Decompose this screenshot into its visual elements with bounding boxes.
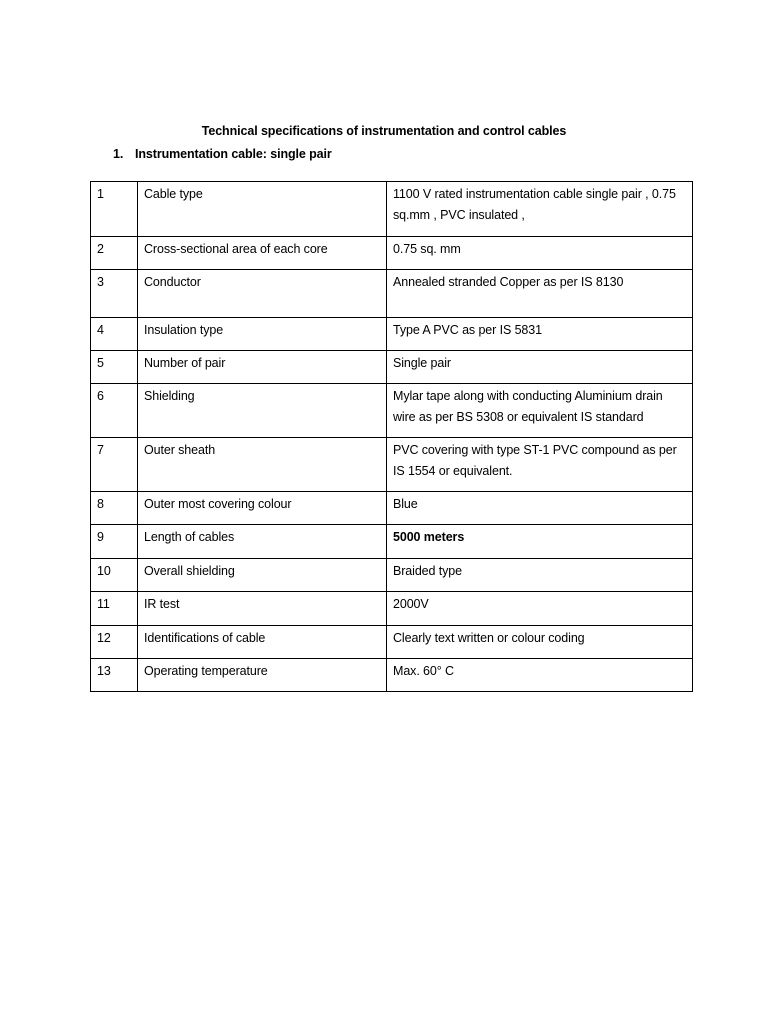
parameter-cell: Insulation type [138, 318, 387, 351]
value-cell: Single pair [387, 351, 693, 384]
value-cell: 2000V [387, 592, 693, 626]
value-cell: Type A PVC as per IS 5831 [387, 318, 693, 351]
table-row [91, 592, 693, 626]
row-number: 13 [91, 659, 138, 692]
value-cell: Braided type [387, 559, 693, 592]
row-number: 7 [91, 438, 138, 492]
row-number: 9 [91, 525, 138, 559]
row-number: 10 [91, 559, 138, 592]
value-cell: Max. 60° C [387, 659, 693, 692]
section-heading [113, 147, 332, 161]
section-number: 1. [113, 147, 124, 161]
value-cell: Blue [387, 492, 693, 525]
parameter-cell: Cross-sectional area of each core [138, 237, 387, 270]
spec-table [90, 181, 693, 692]
row-number: 2 [91, 237, 138, 270]
table-row [91, 492, 693, 525]
parameter-cell: Outer sheath [138, 438, 387, 492]
value-cell: 0.75 sq. mm [387, 237, 693, 270]
parameter-cell: Conductor [138, 270, 387, 318]
value-cell: PVC covering with type ST-1 PVC compound as per IS 1554 or equivalent. [387, 438, 693, 492]
parameter-cell: Identifications of cable [138, 626, 387, 659]
table-row [91, 351, 693, 384]
section-title: Instrumentation cable: single pair [135, 147, 332, 161]
parameter-cell: Overall shielding [138, 559, 387, 592]
parameter-cell: Shielding [138, 384, 387, 438]
value-cell: 5000 meters [387, 525, 693, 559]
table-row [91, 559, 693, 592]
table-row [91, 182, 693, 237]
row-number: 5 [91, 351, 138, 384]
table-row [91, 384, 693, 438]
parameter-cell: Outer most covering colour [138, 492, 387, 525]
row-number: 12 [91, 626, 138, 659]
table-row [91, 270, 693, 318]
table-row [91, 659, 693, 692]
row-number: 1 [91, 182, 138, 237]
table-row [91, 626, 693, 659]
row-number: 11 [91, 592, 138, 626]
table-row [91, 237, 693, 270]
parameter-cell: Cable type [138, 182, 387, 237]
value-cell: Annealed stranded Copper as per IS 8130 [387, 270, 693, 318]
value-cell: Mylar tape along with conducting Aluminium drain wire as per BS 5308 or equivalent IS standard [387, 384, 693, 438]
table-row [91, 318, 693, 351]
parameter-cell: IR test [138, 592, 387, 626]
parameter-cell: Length of cables [138, 525, 387, 559]
parameter-cell: Operating temperature [138, 659, 387, 692]
table-row [91, 438, 693, 492]
parameter-cell: Number of pair [138, 351, 387, 384]
row-number: 6 [91, 384, 138, 438]
value-cell: Clearly text written or colour coding [387, 626, 693, 659]
table-row [91, 525, 693, 559]
row-number: 4 [91, 318, 138, 351]
value-cell: 1100 V rated instrumentation cable single pair , 0.75 sq.mm , PVC insulated , [387, 182, 693, 237]
row-number: 3 [91, 270, 138, 318]
row-number: 8 [91, 492, 138, 525]
page-title: Technical specifications of instrumentation and control cables [201, 124, 567, 138]
